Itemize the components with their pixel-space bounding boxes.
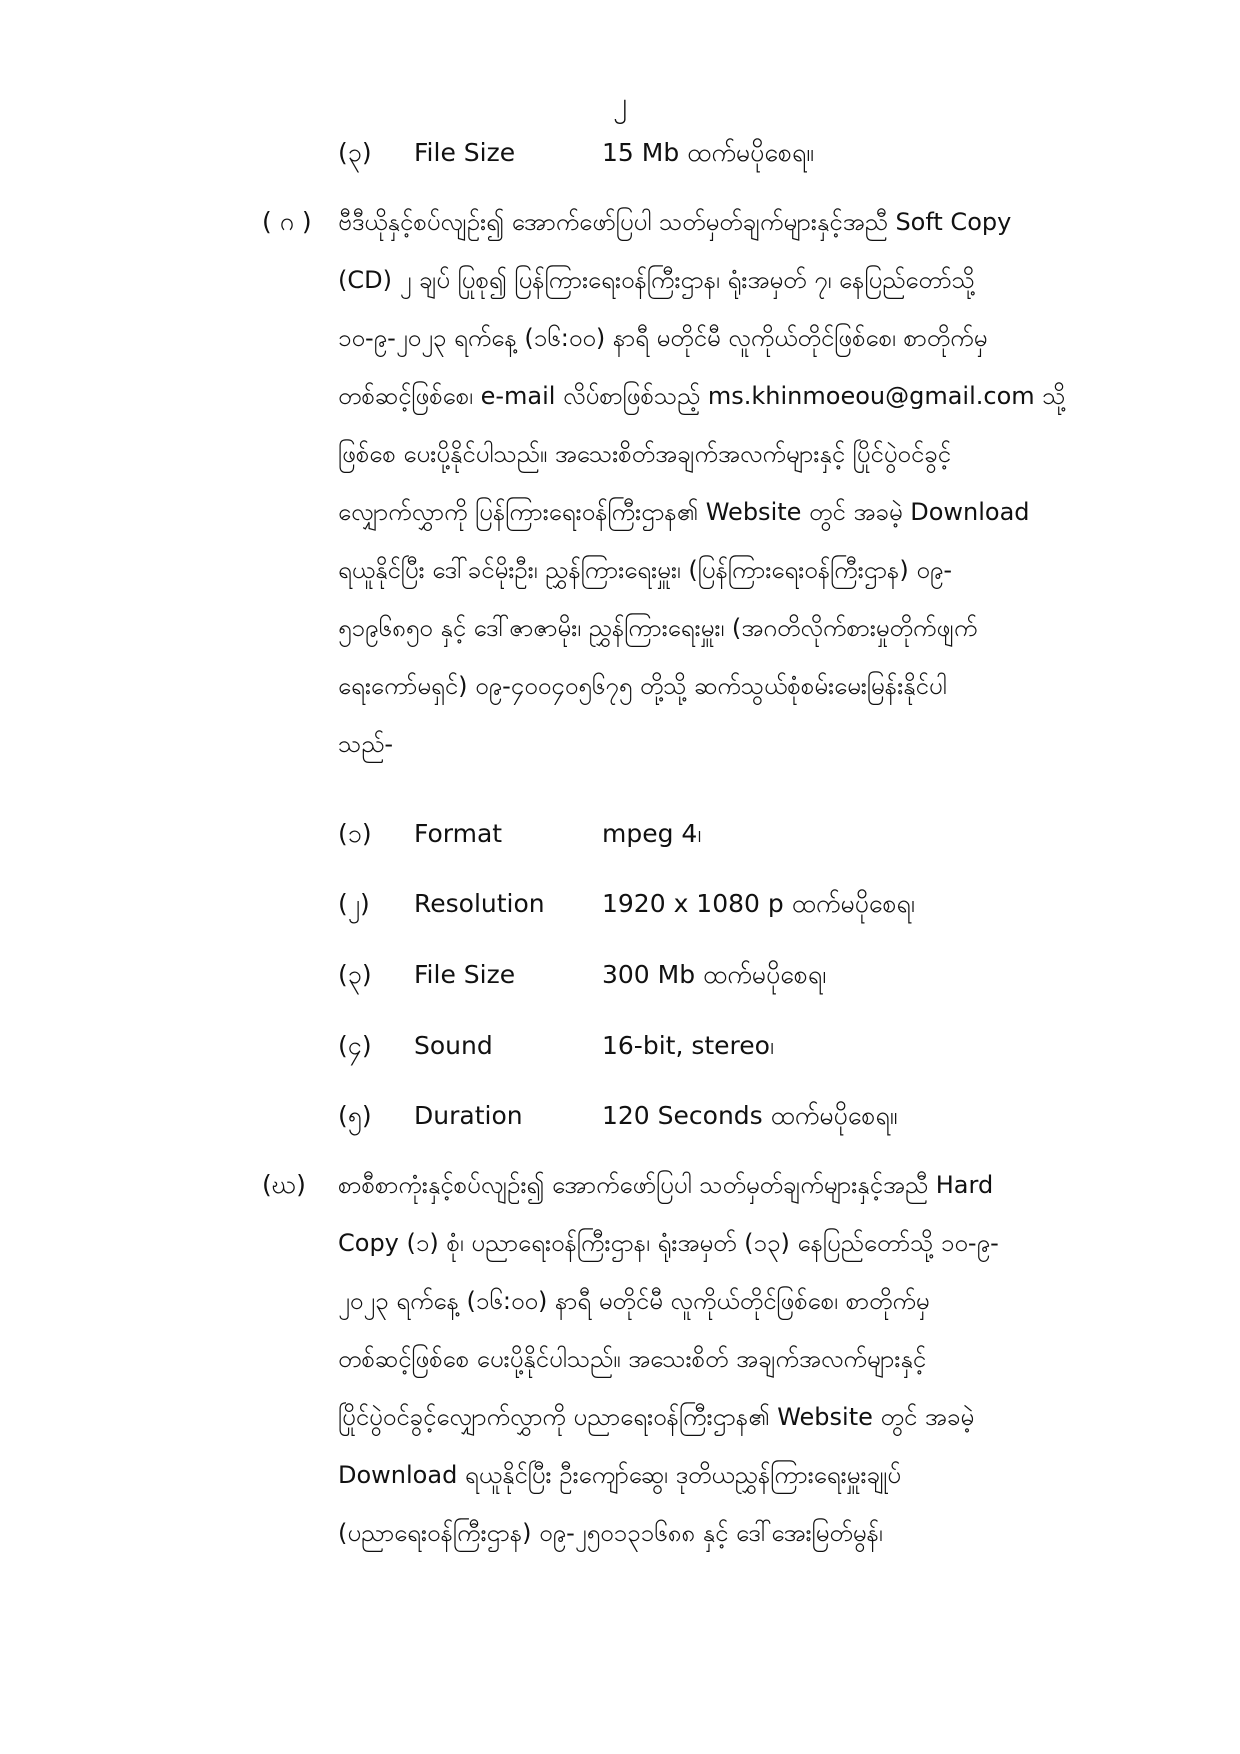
spec-value: mpeg 4၊ [602,819,702,848]
spec-number: (၂) [338,889,370,918]
section-marker-ga: ( ဂ ) [262,207,312,236]
page-number: ၂ [613,86,627,119]
spec-number: (၃) [338,138,372,167]
paragraph-line: လျှောက်လွှာကို ပြန်ကြားရေးဝန်ကြီးဌာန၏ Website တွင် အခမဲ့ Download [338,498,1030,526]
spec-number: (၃) [338,960,372,989]
paragraph-line: (ပညာရေးဝန်ကြီးဌာန) ၀၉-၂၅၀၁၃၁၆၈၈ နှင့် ဒေါ်အေးမြတ်မွန်၊ [338,1519,883,1547]
spec-label: File Size [414,960,516,989]
spec-label: Duration [414,1101,523,1130]
spec-value: 1920 x 1080 p ထက်မပိုစေရ၊ [602,889,915,918]
paragraph-line: ဖြစ်စေ ပေးပို့နိုင်ပါသည်။ အသေးစိတ်အချက်အလက်များနှင့် ပြိုင်ပွဲဝင်ခွင့် [338,440,951,468]
spec-number: (၄) [338,1031,372,1060]
paragraph-line: ၁၀-၉-၂၀၂၃ ရက်နေ့ (၁၆:၀၀) နာရီ မတိုင်မီ လူကိုယ်တိုင်ဖြစ်စေ၊ စာတိုက်မှ [338,324,988,352]
spec-item-file-size [338,133,1168,173]
paragraph-line: စာစီစာကုံးနှင့်စပ်လျဉ်း၍ အောက်ဖော်ပြပါ သတ်မှတ်ချက်များနှင့်အညီ Hard [338,1171,994,1199]
spec-value: 15 Mb ထက်မပိုစေရ။ [602,138,814,167]
spec-value: 120 Seconds ထက်မပိုစေရ။ [602,1101,898,1130]
paragraph-line: ရေးကော်မရှင်) ၀၉-၄၀၀၄၀၅၆၇၅ တို့သို့ ဆက်သွယ်စုံစမ်းမေးမြန်းနိုင်ပါ [338,672,947,700]
spec-label: Sound [414,1031,493,1060]
spec-number: (၁) [338,819,372,848]
spec-item-sound [338,1026,1168,1066]
paragraph-line: တစ်ဆင့်ဖြစ်စေ၊ e-mail လိပ်စာဖြစ်သည့် ms.khinmoeou@gmail.com သို့ [338,382,1066,410]
paragraph-line: Copy (၁) စုံ၊ ပညာရေးဝန်ကြီးဌာန၊ ရုံးအမှတ် (၁၃) နေပြည်တော်သို့ ၁၀-၉- [338,1229,999,1257]
paragraph-line: Download ရယူနိုင်ပြီး ဦးကျော်ဆွေ၊ ဒုတိယညွှန်ကြားရေးမှူးချုပ် [338,1461,901,1489]
paragraph-line: ရယူနိုင်ပြီး ဒေါ်ခင်မိုးဦး၊ ညွှန်ကြားရေးမှူး၊ (ပြန်ကြားရေးဝန်ကြီးဌာန) ၀၉- [338,556,953,584]
spec-label: Format [414,819,503,848]
paragraph-line: သည်- [338,730,394,758]
section-marker-gha: (ဃ) [262,1170,306,1199]
spec-label: File Size [414,138,516,167]
paragraph-line: တစ်ဆင့်ဖြစ်စေ ပေးပို့နိုင်ပါသည်။ အသေးစိတ် အချက်အလက်များနှင့် [338,1345,927,1373]
spec-item-format [338,814,1168,854]
spec-number: (၅) [338,1101,372,1130]
spec-label: Resolution [414,889,545,918]
paragraph-line: ၂၀၂၃ ရက်နေ့ (၁၆:၀၀) နာရီ မတိုင်မီ လူကိုယ်တိုင်ဖြစ်စေ၊ စာတိုက်မှ [338,1287,930,1315]
spec-item-file-size [338,955,1168,995]
section-gha-paragraph [338,1156,1168,1562]
spec-value: 16-bit, stereo၊ [602,1031,774,1060]
paragraph-line: (CD) ၂ ချပ် ပြုစု၍ ပြန်ကြားရေးဝန်ကြီးဌာန၊ ရုံးအမှတ် ၇၊ နေပြည်တော်သို့ [338,266,975,294]
paragraph-line: ဗီဒီယိုနှင့်စပ်လျဉ်း၍ အောက်ဖော်ပြပါ သတ်မှတ်ချက်များနှင့်အညီ Soft Copy [338,208,1012,236]
spec-value: 300 Mb ထက်မပိုစေရ၊ [602,960,827,989]
spec-item-duration [338,1096,1168,1136]
spec-item-resolution [338,884,1168,924]
paragraph-line: ၅၁၉၆၈၅၀ နှင့် ဒေါ်ဇာဇာမိုး၊ ညွှန်ကြားရေးမှူး၊ (အဂတိလိုက်စားမှုတိုက်ဖျက် [338,614,978,642]
paragraph-line: ပြိုင်ပွဲဝင်ခွင့်လျှောက်လွှာကို ပညာရေးဝန်ကြီးဌာန၏ Website တွင် အခမဲ့ [338,1403,975,1431]
section-ga-paragraph [338,193,1168,773]
